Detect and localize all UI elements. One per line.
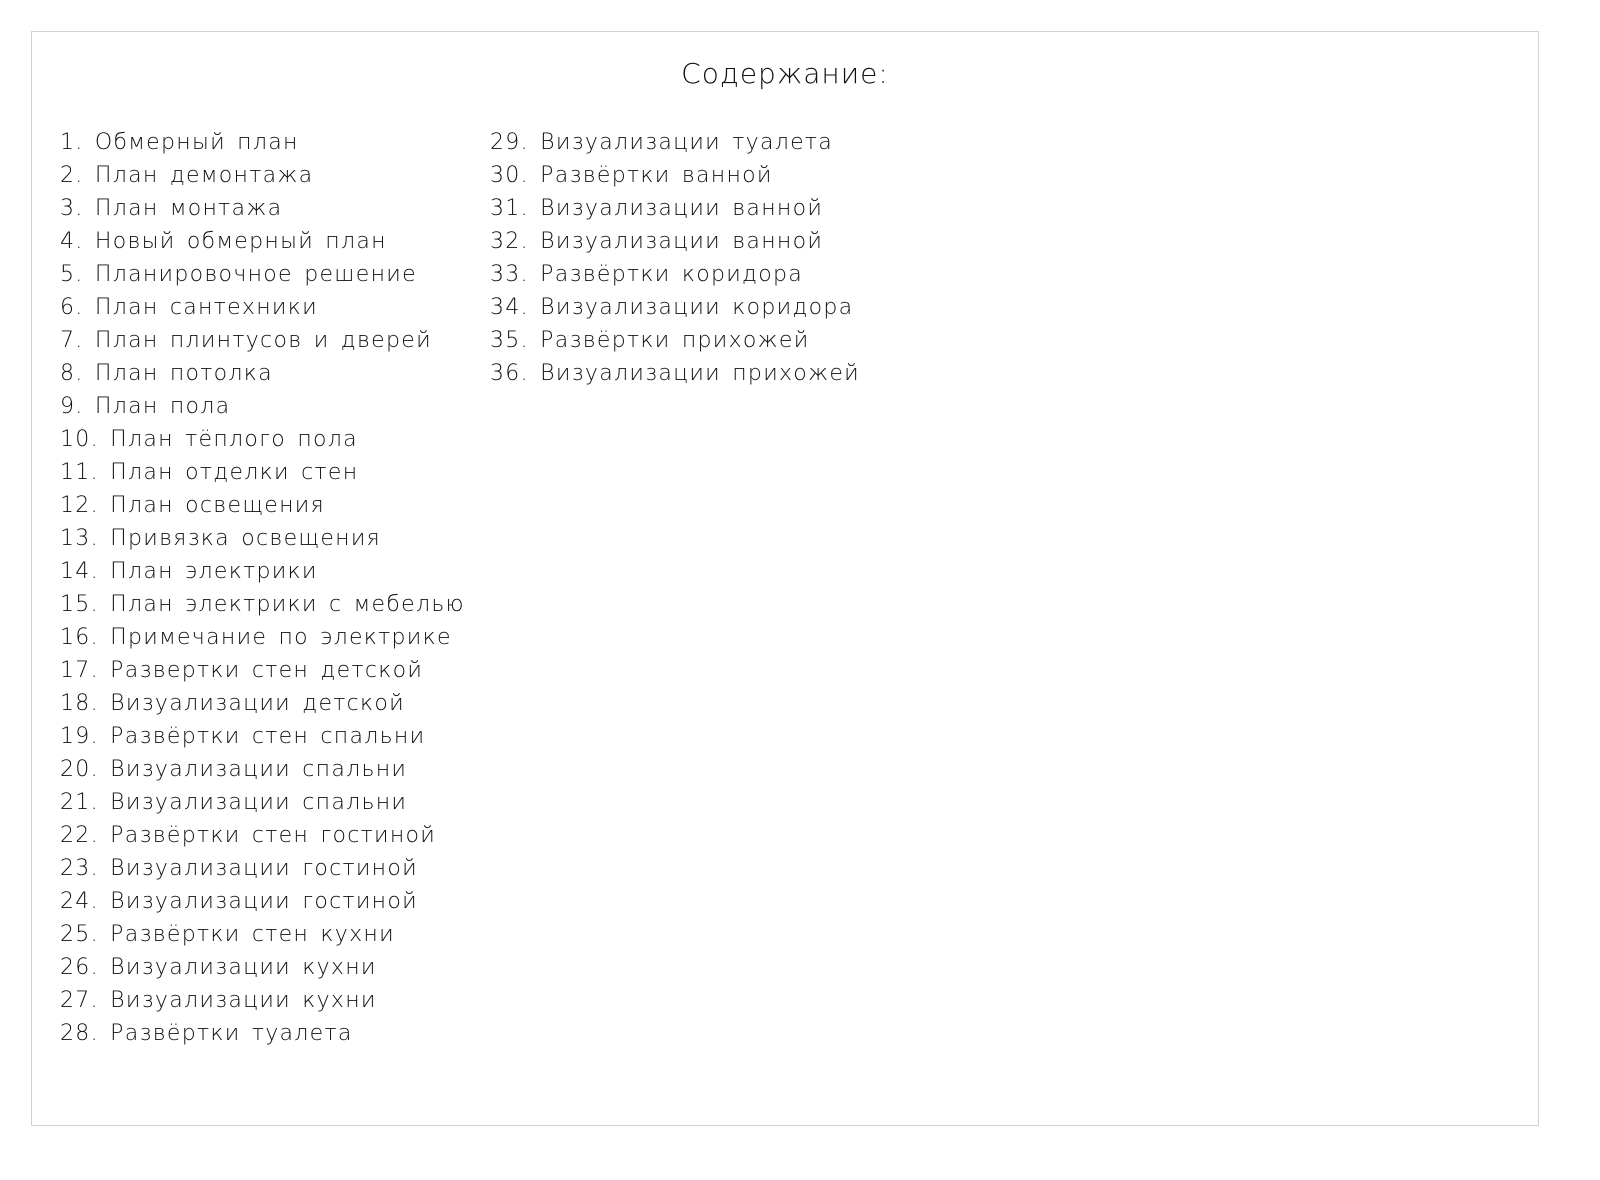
- list-item: 8. План потолка: [60, 361, 273, 386]
- contents-column-left: [60, 126, 465, 1050]
- list-item: 2. План демонтажа: [60, 163, 314, 188]
- list-item: 14. План электрики: [60, 559, 318, 584]
- list-item: 26. Визуализации кухни: [60, 955, 377, 980]
- list-item: 12. План освещения: [60, 493, 325, 518]
- list-item: 25. Развёртки стен кухни: [60, 922, 395, 947]
- list-item: 30. Развёртки ванной: [490, 163, 773, 188]
- list-item: 4. Новый обмерный план: [60, 229, 387, 254]
- list-item: 32. Визуализации ванной: [490, 229, 824, 254]
- list-item: 24. Визуализации гостиной: [60, 889, 418, 914]
- list-item: 16. Примечание по электрике: [60, 625, 452, 650]
- list-item: 21. Визуализации спальни: [60, 790, 408, 815]
- list-item: 20. Визуализации спальни: [60, 757, 408, 782]
- list-item: 33. Развёртки коридора: [490, 262, 804, 287]
- list-item: 6. План сантехники: [60, 295, 318, 320]
- list-item: 17. Развертки стен детской: [60, 658, 424, 683]
- contents-column-right: [490, 126, 860, 390]
- list-item: 15. План электрики с мебелью: [60, 592, 465, 617]
- list-item: 9. План пола: [60, 394, 231, 419]
- list-item: 29. Визуализации туалета: [490, 130, 834, 155]
- list-item: 27. Визуализации кухни: [60, 988, 377, 1013]
- document-sheet: [31, 31, 1539, 1126]
- list-item: 1. Обмерный план: [60, 130, 299, 155]
- list-item: 34. Визуализации коридора: [490, 295, 854, 320]
- list-item: 28. Развёртки туалета: [60, 1021, 353, 1046]
- list-item: 23. Визуализации гостиной: [60, 856, 418, 881]
- list-item: 3. План монтажа: [60, 196, 283, 221]
- list-item: 36. Визуализации прихожей: [490, 361, 860, 386]
- list-item: 18. Визуализации детской: [60, 691, 405, 716]
- list-item: 31. Визуализации ванной: [490, 196, 824, 221]
- list-item: 5. Планировочное решение: [60, 262, 417, 287]
- list-item: 13. Привязка освещения: [60, 526, 381, 551]
- page-title: Содержание:: [681, 57, 889, 90]
- list-item: 11. План отделки стен: [60, 460, 359, 485]
- list-item: 19. Развёртки стен спальни: [60, 724, 426, 749]
- list-item: 10. План тёплого пола: [60, 427, 358, 452]
- list-item: 35. Развёртки прихожей: [490, 328, 810, 353]
- list-item: 7. План плинтусов и дверей: [60, 328, 432, 353]
- list-item: 22. Развёртки стен гостиной: [60, 823, 437, 848]
